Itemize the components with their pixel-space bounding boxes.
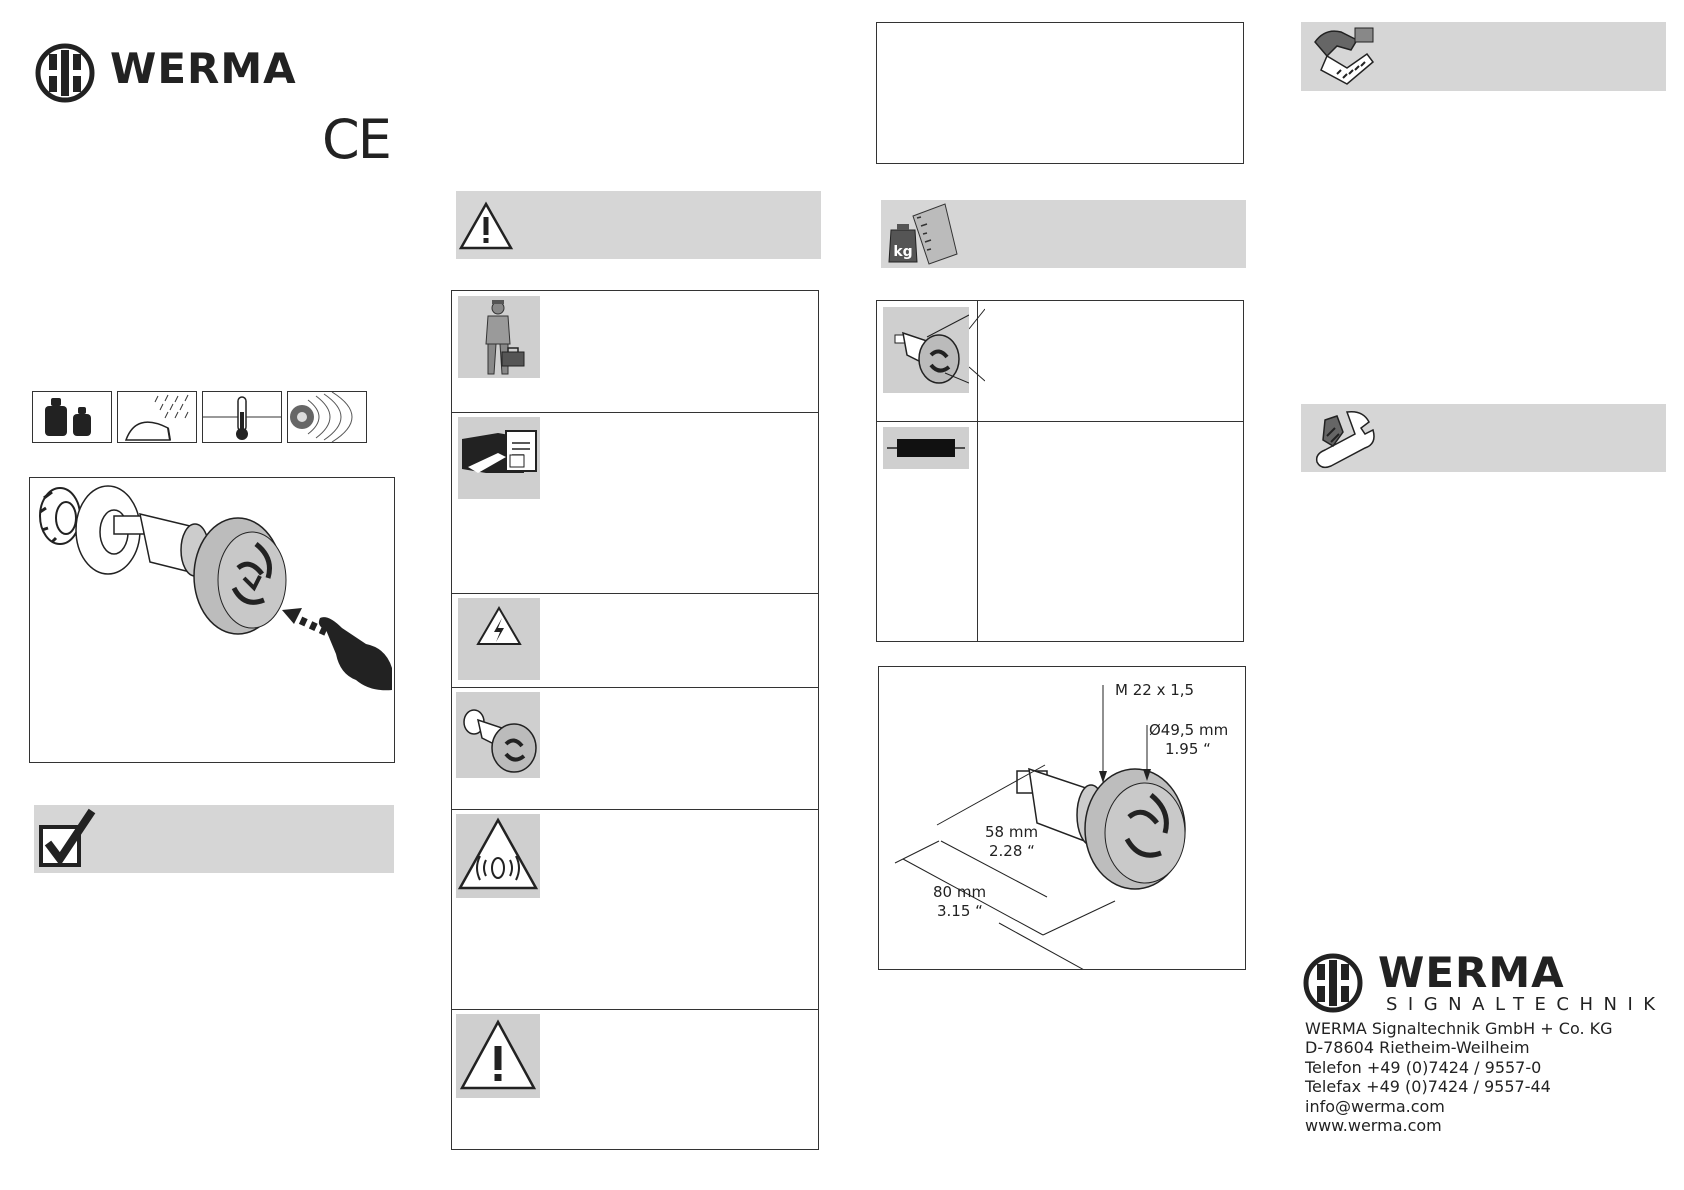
nut-icon: [40, 488, 80, 544]
brand-name: WERMA: [110, 44, 297, 93]
length1-in: 2.28 “: [989, 842, 1035, 860]
pointer-line-icon: [969, 301, 985, 391]
maintenance-section-panel: [1301, 404, 1666, 472]
rain-protection-icon: [117, 391, 197, 443]
read-manual-icon: [458, 417, 540, 499]
mounting-section-panel: [1301, 22, 1666, 91]
technical-data-panel: [881, 200, 1246, 268]
diameter-in: 1.95 “: [1165, 740, 1211, 758]
werma-emblem-icon: [34, 42, 96, 104]
technical-data-table: [876, 300, 1244, 642]
contact-block: [1305, 1019, 1665, 1135]
werma-logo-top: [34, 42, 374, 106]
phone-number: Telefon +49 (0)7424 / 9557-0: [1305, 1057, 1542, 1077]
company-address: D-78604 Rietheim-Weilheim: [1305, 1038, 1530, 1058]
length1-mm: 58 mm: [985, 823, 1039, 841]
weights-icon: [32, 391, 112, 443]
brand-subtitle: SIGNALTECHNIK: [1386, 994, 1666, 1015]
checkmark-icon: [38, 807, 98, 871]
sounder-connector-icon: [883, 307, 969, 393]
wrench-icon: [1307, 406, 1383, 472]
safety-instructions-table: [451, 290, 819, 1150]
dimensioned-sounder-icon: [879, 667, 1245, 969]
weight-label: kg: [893, 244, 913, 260]
warning-triangle-icon: [458, 201, 514, 251]
safety-warning-panel: [456, 191, 821, 259]
length2-mm: 80 mm: [933, 883, 987, 901]
delivery-content-panel: [34, 805, 394, 873]
sound-emission-icon: [287, 391, 367, 443]
werma-logo-bottom: [1302, 948, 1666, 1016]
diameter-mm: Ø49,5 mm: [1149, 721, 1229, 739]
werma-emblem-bottom-icon: [1302, 952, 1364, 1014]
website-link[interactable]: www.werma.com: [1305, 1116, 1442, 1136]
general-warning-icon: [456, 1014, 540, 1098]
mounting-illustration: [29, 477, 395, 763]
length2-in: 3.15 “: [937, 902, 983, 920]
ce-mark: CE: [322, 108, 390, 171]
weight-ruler-icon: [885, 202, 961, 266]
electrical-hazard-icon: [458, 598, 540, 680]
company-name: WERMA Signaltechnik GmbH + Co. KG: [1305, 1019, 1613, 1038]
dimension-drawing: [878, 666, 1246, 970]
sounder-device-icon: [456, 692, 540, 778]
brand-name-bottom: WERMA: [1378, 948, 1565, 997]
fax-number: Telefax +49 (0)7424 / 9557-44: [1305, 1077, 1551, 1097]
temperature-icon: [202, 391, 282, 443]
empty-note-box: [876, 22, 1244, 164]
qualified-person-icon: [458, 296, 540, 378]
hand-tool-icon: [1307, 24, 1383, 90]
hearing-damage-warning-icon: [456, 814, 540, 898]
resistor-icon: [883, 427, 969, 469]
email-link[interactable]: info@werma.com: [1305, 1096, 1445, 1116]
thread-dimension: M 22 x 1,5: [1115, 681, 1195, 699]
